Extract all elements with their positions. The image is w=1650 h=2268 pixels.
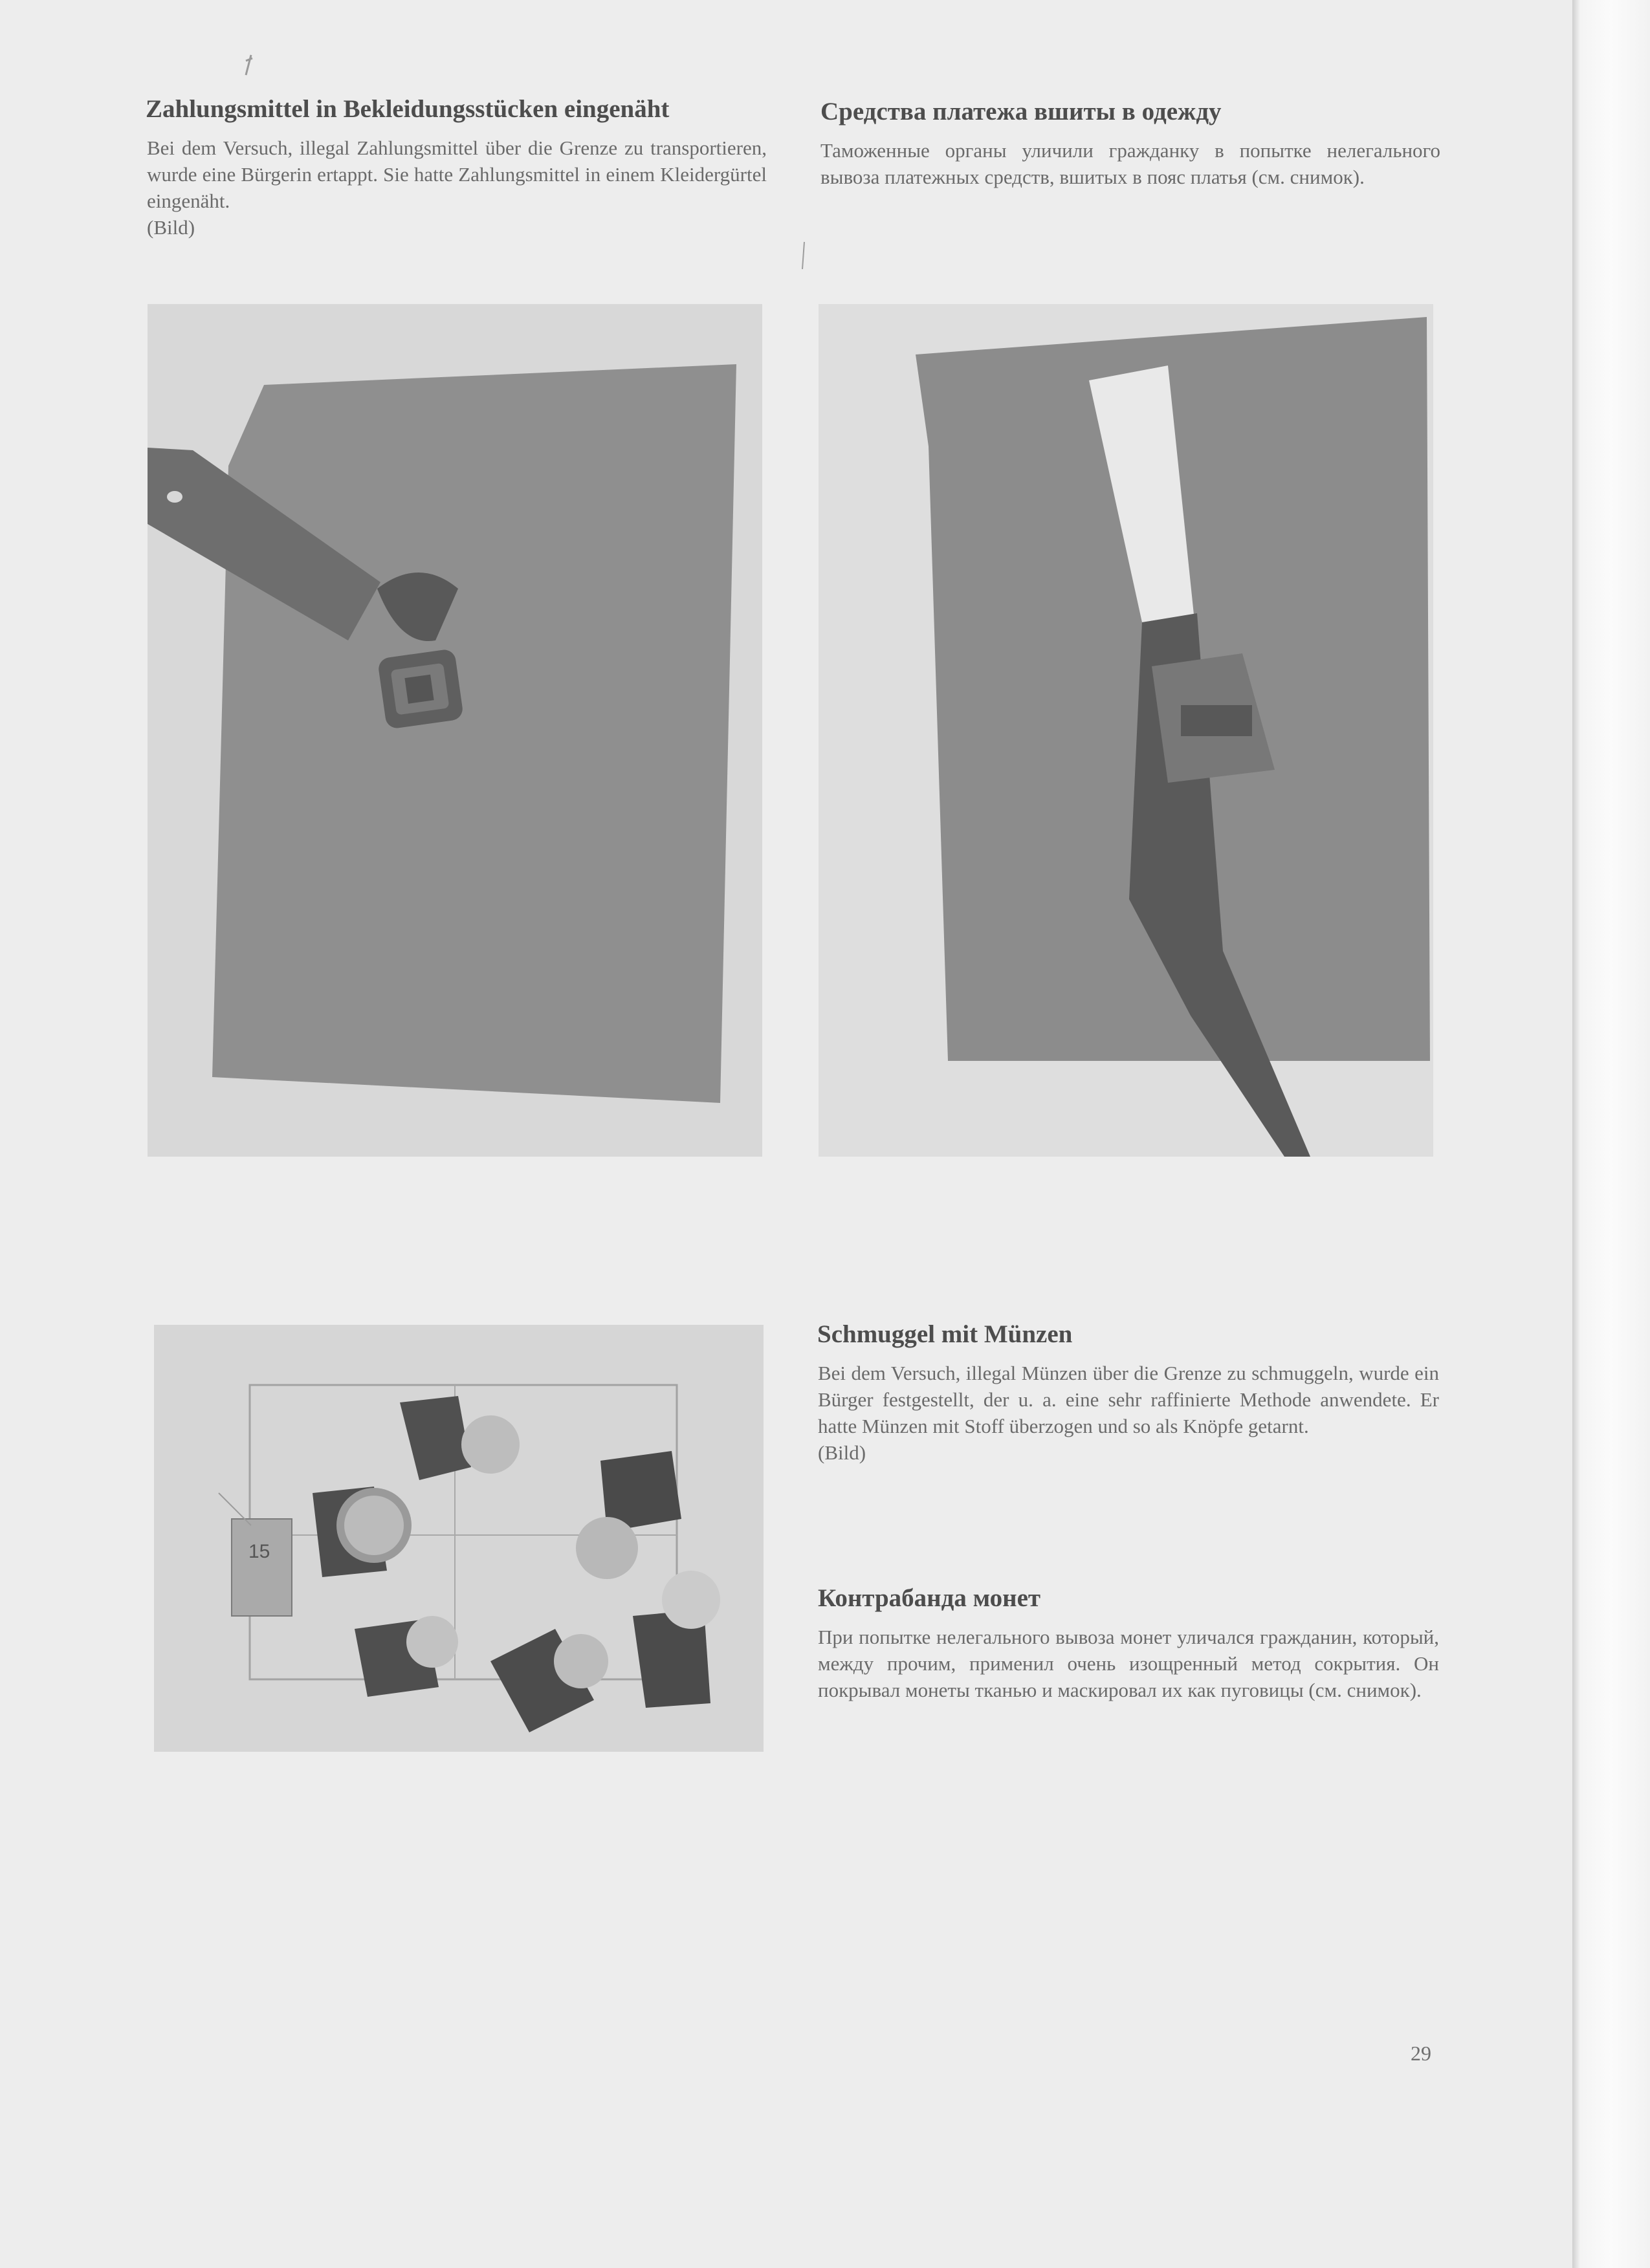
- image-reference: (Bild): [818, 1441, 866, 1464]
- article-title-ru: Средства платежа вшиты в одежду: [820, 98, 1222, 125]
- article-title-coins-ru: Контрабанда монет: [818, 1584, 1041, 1612]
- article-body-de: [147, 135, 767, 241]
- image-reference: (Bild): [147, 216, 195, 239]
- photo-opened-belt: [819, 304, 1433, 1157]
- article-body-ru: Таможенные органы уличили гражданку в попытке нелегального вывоза платежных средств, вшитых в пояс платья (см. снимок).: [820, 139, 1440, 188]
- pencil-mark: [239, 53, 259, 79]
- photo-coin-buttons: [154, 1325, 764, 1752]
- article-text-coins-de: Bei dem Versuch, illegal Münzen über die Grenze zu schmuggeln, wurde ein Bürger festgestellt, der u. a. eine sehr raffinierte Methode anwendete. Er hatte Münzen mit Stoff überzogen und so als Knöpfe getarnt.: [818, 1362, 1439, 1437]
- page-number: 29: [1411, 2042, 1431, 2065]
- photo-belt-on-fabric: [148, 304, 762, 1157]
- article-body-coins-ru: При попытке нелегального вывоза монет уличался гражданин, который, между прочим, применил очень изощренный метод сокрытия. Он покрывал монеты тканью и маскировал их как пуговицы (см. снимок).: [818, 1626, 1439, 1701]
- pencil-mark: [800, 241, 808, 270]
- article-title-coins-de: Schmuggel mit Münzen: [817, 1320, 1073, 1348]
- article-text-de: Bei dem Versuch, illegal Zahlungsmittel über die Grenze zu transportieren, wurde eine Bürgerin ertappt. Sie hatte Zahlungsmittel in einem Kleidergürtel eingenäht.: [147, 136, 767, 212]
- article-body-coins-de: [818, 1360, 1439, 1466]
- page-edge: [1572, 0, 1650, 2268]
- article-title-de: Zahlungsmittel in Bekleidungsstücken eingenäht: [146, 95, 670, 123]
- evidence-tag-label: 15: [248, 1541, 270, 1562]
